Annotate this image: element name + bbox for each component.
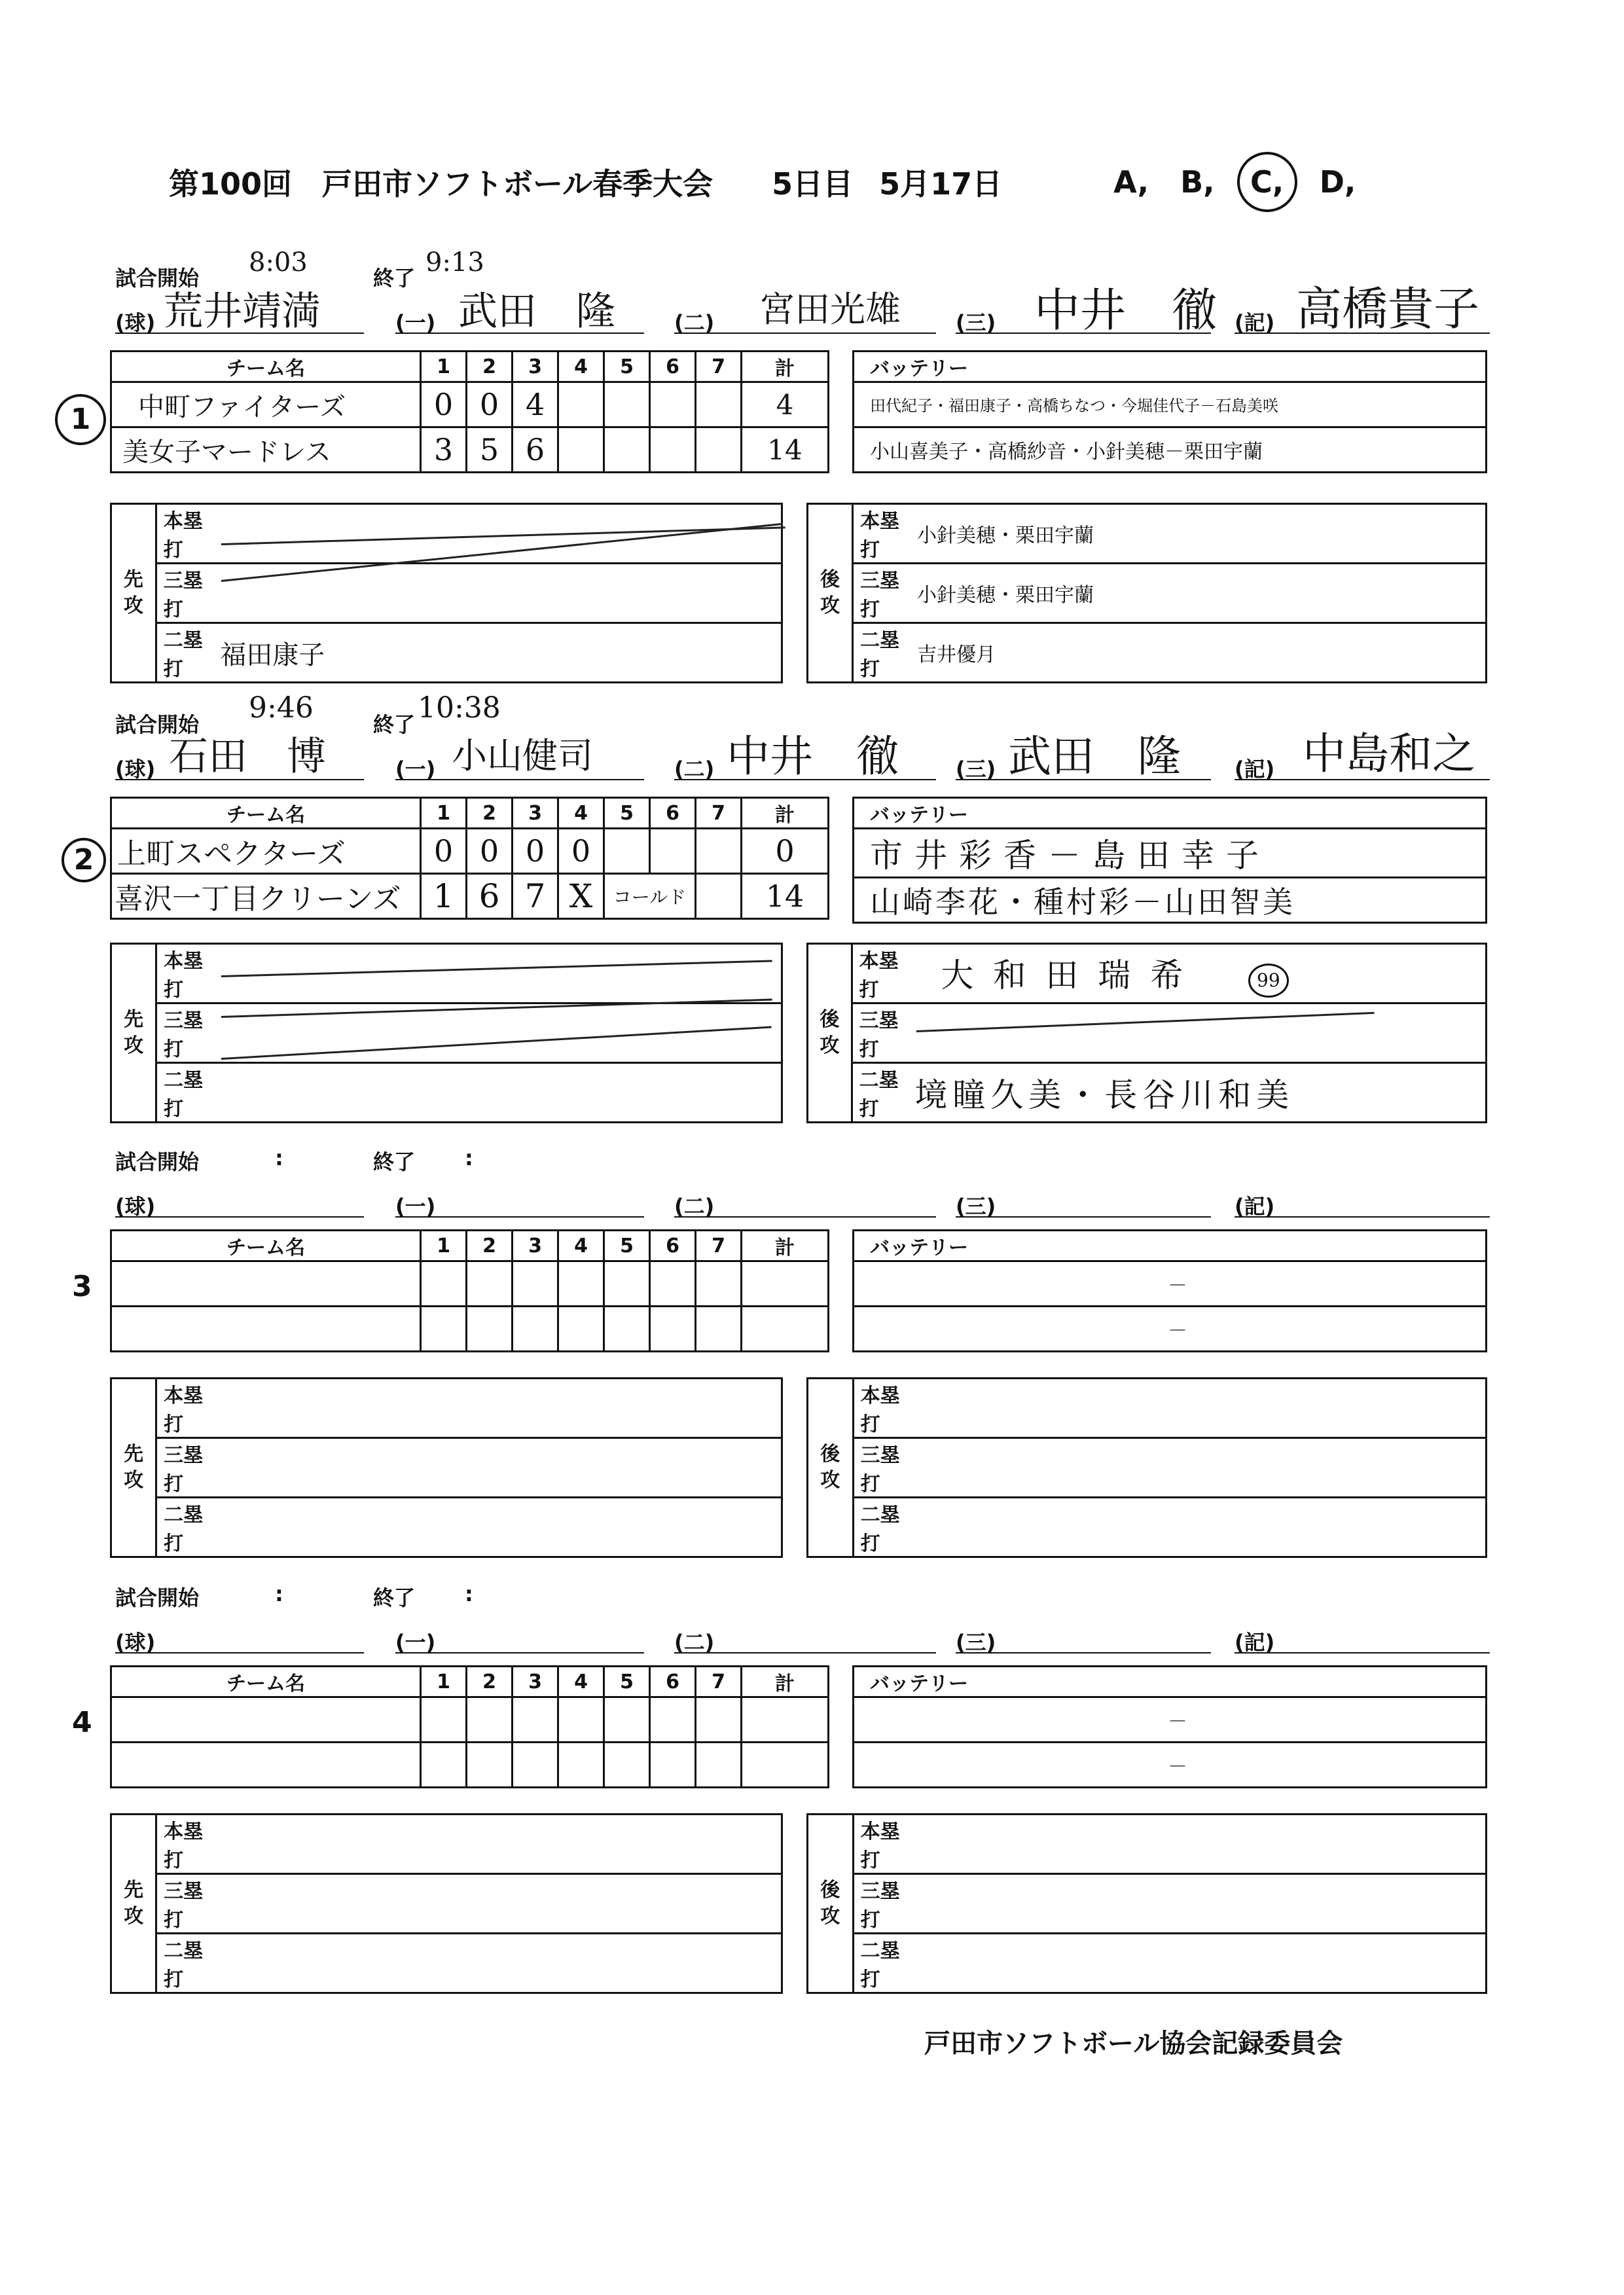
first-umpire: 武田 隆 (458, 289, 615, 334)
first-attack-label: 先 攻 (111, 1379, 156, 1557)
score-table (110, 1665, 829, 1788)
battery-players: 市井彩香－島田幸子 (870, 837, 1271, 875)
total-score: 0 (775, 833, 795, 869)
scorer-line (1235, 1652, 1490, 1653)
first-attack-label: 先 攻 (111, 944, 156, 1123)
second-umpire-label: (二) (674, 757, 715, 782)
inning-header: 6 (650, 1667, 696, 1697)
start-time-colon: : (275, 1581, 283, 1606)
first-umpire-line (395, 779, 644, 780)
total-header: 計 (742, 798, 829, 829)
home-run-label: 本塁打 (156, 1815, 221, 1874)
table-row (854, 1261, 1487, 1307)
home-run-value (221, 1815, 782, 1874)
start-label: 試合開始 (115, 1585, 200, 1610)
plate-umpire-label: (球) (115, 310, 156, 335)
table-row (111, 427, 829, 473)
inning-header: 2 (467, 798, 513, 829)
uniform-number-badge: 99 (1248, 964, 1289, 998)
team-name: 美女子マードレス (122, 437, 331, 467)
tournament-date: 5月17日 (879, 166, 1003, 202)
double-label: 二塁打 (156, 1934, 221, 1993)
table-row (854, 427, 1487, 473)
first-attack-hits-table (110, 1377, 783, 1558)
team-name: 喜沢一丁目クリーンズ (115, 882, 401, 916)
team-name (111, 1307, 421, 1352)
inning-header: 3 (513, 1231, 558, 1261)
triple-value (221, 1874, 782, 1934)
second-umpire-line (674, 779, 936, 780)
home-run-value (918, 1379, 1486, 1438)
triple-label: 三塁打 (853, 1874, 918, 1934)
tournament-title: 第100回 戸田市ソフトボール春季大会 (169, 166, 713, 202)
inning-header: 1 (421, 1231, 467, 1261)
table-row (854, 1697, 1487, 1743)
table-row (854, 382, 1487, 427)
inning-header: 5 (604, 1231, 650, 1261)
inning-header: 4 (558, 798, 604, 829)
double-label: 二塁打 (853, 1934, 918, 1993)
inning-score: 0 (571, 833, 591, 869)
inning-header: 7 (696, 798, 742, 829)
battery-players: 山崎李花・種村彩－山田智美 (870, 884, 1295, 920)
triple-label: 三塁打 (853, 564, 917, 623)
home-run-label: 本塁打 (156, 504, 220, 564)
called-game-note: コールド (613, 886, 687, 908)
triple-value: 小針美穂・栗田宇蘭 (917, 584, 1094, 607)
inning-score: 6 (478, 877, 500, 915)
battery-players: － (854, 1307, 1487, 1352)
first-umpire-label: (一) (395, 310, 436, 335)
first-umpire-label: (一) (395, 757, 436, 782)
second-attack-hits-table (806, 503, 1487, 683)
inning-header: 6 (650, 1231, 696, 1261)
plate-umpire-label: (球) (115, 1630, 156, 1655)
second-attack-label: 後 攻 (808, 1379, 854, 1557)
double-value (221, 1934, 782, 1993)
plate-umpire-line (115, 1652, 364, 1653)
third-umpire-line (956, 1216, 1211, 1218)
double-label: 二塁打 (853, 623, 917, 683)
triple-label: 三塁打 (156, 1438, 221, 1498)
double-value: 境瞳久美・長谷川和美 (914, 1076, 1295, 1114)
double-value: 福田康子 (220, 640, 325, 670)
first-umpire-label: (一) (395, 1630, 436, 1655)
battery-table (852, 797, 1487, 924)
total-score (742, 1307, 829, 1352)
scorer-line (1235, 1216, 1490, 1218)
total-score (742, 1743, 829, 1788)
triple-value (918, 1874, 1486, 1934)
home-run-value (221, 1379, 782, 1438)
inning-header: 1 (421, 352, 467, 382)
end-time: 10:38 (418, 691, 501, 725)
second-umpire-line (674, 1216, 936, 1218)
team-name-header: チーム名 (111, 1667, 421, 1697)
triple-value (918, 1438, 1486, 1498)
third-umpire-label: (三) (956, 1194, 996, 1219)
first-umpire-label: (一) (395, 1194, 436, 1219)
table-row (854, 829, 1487, 878)
battery-header: バッテリー (854, 798, 1487, 829)
third-umpire-label: (三) (956, 757, 996, 782)
first-attack-label: 先 攻 (111, 504, 156, 683)
plate-umpire-label: (球) (115, 1194, 156, 1219)
scorer: 中島和之 (1303, 729, 1475, 779)
triple-value (221, 1438, 782, 1498)
double-label: 二塁打 (853, 1498, 918, 1557)
home-run-value: 大和田瑞希 (941, 956, 1203, 994)
plate-umpire-line (115, 779, 364, 780)
battery-players: － (854, 1743, 1487, 1788)
field-options (1113, 152, 1377, 212)
field-d: D, (1319, 164, 1356, 200)
inning-score: 0 (479, 833, 499, 869)
start-label: 試合開始 (115, 712, 200, 737)
double-value (918, 1498, 1486, 1557)
battery-table (852, 1229, 1487, 1352)
home-run-label: 本塁打 (853, 504, 917, 564)
battery-table (852, 350, 1487, 473)
end-label: 終了 (373, 266, 416, 291)
field-b: B, (1180, 164, 1215, 200)
home-run-label: 本塁打 (156, 1379, 221, 1438)
double-label: 二塁打 (156, 1498, 221, 1557)
table-row (111, 1261, 829, 1307)
second-umpire-label: (二) (674, 310, 715, 335)
double-label: 二塁打 (156, 623, 220, 683)
double-value: 吉井優月 (917, 643, 996, 666)
field-c-circled: C, (1237, 152, 1297, 212)
inning-header: 1 (421, 798, 467, 829)
first-umpire-line (395, 333, 644, 334)
battery-header: バッテリー (854, 352, 1487, 382)
battery-players: － (854, 1261, 1487, 1307)
game-number: 4 (72, 1706, 92, 1739)
triple-label: 三塁打 (156, 564, 220, 623)
total-score (742, 1261, 829, 1307)
start-time-colon: : (275, 1146, 283, 1170)
inning-score: 3 (433, 432, 454, 467)
double-value (918, 1934, 1486, 1993)
third-umpire-line (956, 1652, 1211, 1653)
inning-header: 3 (513, 798, 558, 829)
end-label: 終了 (373, 1585, 416, 1610)
table-row (111, 829, 829, 874)
home-run-label: 本塁打 (156, 944, 221, 1003)
third-umpire-label: (三) (956, 310, 996, 335)
total-score: 14 (767, 433, 803, 466)
table-row (854, 1743, 1487, 1788)
page-title (169, 152, 1377, 212)
second-umpire-label: (二) (674, 1194, 715, 1219)
second-attack-label: 後 攻 (808, 944, 852, 1123)
end-label: 終了 (373, 712, 416, 737)
second-attack-hits-table (806, 1813, 1487, 1994)
end-time-colon: : (465, 1146, 473, 1170)
second-umpire-line (674, 1652, 936, 1653)
battery-players: － (854, 1697, 1487, 1743)
third-umpire-label: (三) (956, 1630, 996, 1655)
second-attack-hits-table (806, 1377, 1487, 1558)
home-run-label: 本塁打 (852, 944, 914, 1003)
double-label: 二塁打 (852, 1063, 914, 1123)
game-number: 1 (55, 394, 106, 445)
scorer-line (1235, 779, 1490, 780)
end-time: 9:13 (425, 247, 484, 278)
inning-score: 0 (433, 833, 454, 869)
home-run-value: 小針美穂・栗田宇蘭 (917, 524, 1094, 547)
plate-umpire-line (115, 1216, 364, 1218)
inning-score: 1 (433, 877, 454, 915)
scorer-label: (記) (1235, 1630, 1275, 1655)
plate-umpire: 石田 博 (169, 734, 326, 780)
total-score (742, 1697, 829, 1743)
scorer-label: (記) (1235, 310, 1275, 335)
scorer-label: (記) (1235, 757, 1275, 782)
total-header: 計 (742, 352, 829, 382)
inning-score: 6 (525, 432, 545, 467)
second-attack-hits-table (806, 943, 1487, 1123)
team-name-header: チーム名 (111, 798, 421, 829)
inning-header: 5 (604, 798, 650, 829)
second-umpire: 中井 徹 (727, 731, 899, 782)
third-umpire-line (956, 333, 1211, 334)
first-umpire-line (395, 1652, 644, 1653)
first-attack-hits-table (110, 1813, 783, 1994)
scorer-label: (記) (1235, 1194, 1275, 1219)
total-header: 計 (742, 1231, 829, 1261)
plate-umpire: 荒井靖満 (164, 289, 321, 334)
total-header: 計 (742, 1667, 829, 1697)
home-run-label: 本塁打 (853, 1379, 918, 1438)
table-row (111, 874, 829, 919)
second-attack-label: 後 攻 (808, 504, 853, 683)
start-time: 9:46 (249, 691, 314, 725)
inning-score: 0 (433, 387, 454, 422)
inning-header: 7 (696, 352, 742, 382)
team-name-header: チーム名 (111, 1231, 421, 1261)
start-time: 8:03 (249, 247, 308, 278)
tournament-day: 5日目 (772, 166, 854, 202)
footer-organization: 戸田市ソフトボール協会記録委員会 (924, 2029, 1343, 2059)
first-attack-label: 先 攻 (111, 1815, 156, 1993)
score-table (110, 797, 829, 920)
third-umpire: 武田 隆 (1008, 731, 1181, 782)
team-name (111, 1697, 421, 1743)
inning-header: 4 (558, 1667, 604, 1697)
battery-players: 小山喜美子・高橋紗音・小針美穂－栗田宇蘭 (870, 441, 1263, 463)
end-time-colon: : (465, 1581, 473, 1606)
battery-header: バッテリー (854, 1667, 1487, 1697)
inning-score: 0 (525, 833, 545, 869)
scorer: 高橋貴子 (1296, 282, 1479, 336)
inning-header: 7 (696, 1667, 742, 1697)
table-row (111, 382, 829, 427)
third-umpire: 中井 徹 (1034, 283, 1218, 337)
inning-score: X (569, 877, 593, 915)
inning-header: 5 (604, 1667, 650, 1697)
inning-score: 4 (525, 387, 545, 422)
scorer-line (1235, 333, 1490, 334)
end-label: 終了 (373, 1149, 416, 1174)
game-number: 3 (72, 1270, 92, 1303)
total-score: 4 (776, 388, 794, 421)
third-umpire-line (956, 779, 1211, 780)
triple-label: 三塁打 (852, 1003, 914, 1063)
second-umpire: 宮田光雄 (759, 289, 901, 330)
inning-header: 4 (558, 1231, 604, 1261)
inning-header: 3 (513, 1667, 558, 1697)
total-score: 14 (765, 878, 804, 914)
score-table (110, 1229, 829, 1352)
start-label: 試合開始 (115, 1149, 200, 1174)
battery-header: バッテリー (854, 1231, 1487, 1261)
home-run-value (918, 1815, 1486, 1874)
team-name (111, 1261, 421, 1307)
inning-score: 0 (479, 387, 499, 422)
table-row (111, 1743, 829, 1788)
team-name: 中町ファイターズ (138, 391, 346, 422)
table-row (111, 1307, 829, 1352)
score-table (110, 350, 829, 473)
battery-players: 田代紀子・福田康子・高橋ちなつ・今堀佳代子－石島美咲 (870, 397, 1278, 415)
table-row (111, 1697, 829, 1743)
second-umpire-label: (二) (674, 1630, 715, 1655)
triple-label: 三塁打 (853, 1438, 918, 1498)
team-name-header: チーム名 (111, 352, 421, 382)
first-umpire-line (395, 1216, 644, 1218)
second-attack-label: 後 攻 (808, 1815, 854, 1993)
triple-label: 三塁打 (156, 1874, 221, 1934)
inning-header: 7 (696, 1231, 742, 1261)
inning-header: 6 (650, 352, 696, 382)
inning-header: 4 (558, 352, 604, 382)
inning-score: 7 (524, 877, 546, 915)
table-row (854, 1307, 1487, 1352)
triple-label: 三塁打 (156, 1003, 221, 1063)
battery-table (852, 1665, 1487, 1788)
inning-header: 5 (604, 352, 650, 382)
double-value (221, 1498, 782, 1557)
game-number: 2 (62, 838, 106, 882)
inning-header: 3 (513, 352, 558, 382)
plate-umpire-line (115, 333, 364, 334)
first-umpire: 小山健司 (452, 735, 593, 776)
team-name (111, 1743, 421, 1788)
field-a: A, (1113, 164, 1149, 200)
team-name: 上町スペクターズ (117, 837, 346, 871)
inning-header: 2 (467, 1667, 513, 1697)
table-row (854, 878, 1487, 923)
inning-header: 6 (650, 798, 696, 829)
plate-umpire-label: (球) (115, 757, 156, 782)
inning-score: 5 (479, 432, 499, 467)
start-label: 試合開始 (115, 266, 200, 291)
second-umpire-line (674, 333, 936, 334)
inning-header: 1 (421, 1667, 467, 1697)
double-label: 二塁打 (156, 1063, 221, 1123)
inning-header: 2 (467, 1231, 513, 1261)
inning-header: 2 (467, 352, 513, 382)
home-run-label: 本塁打 (853, 1815, 918, 1874)
